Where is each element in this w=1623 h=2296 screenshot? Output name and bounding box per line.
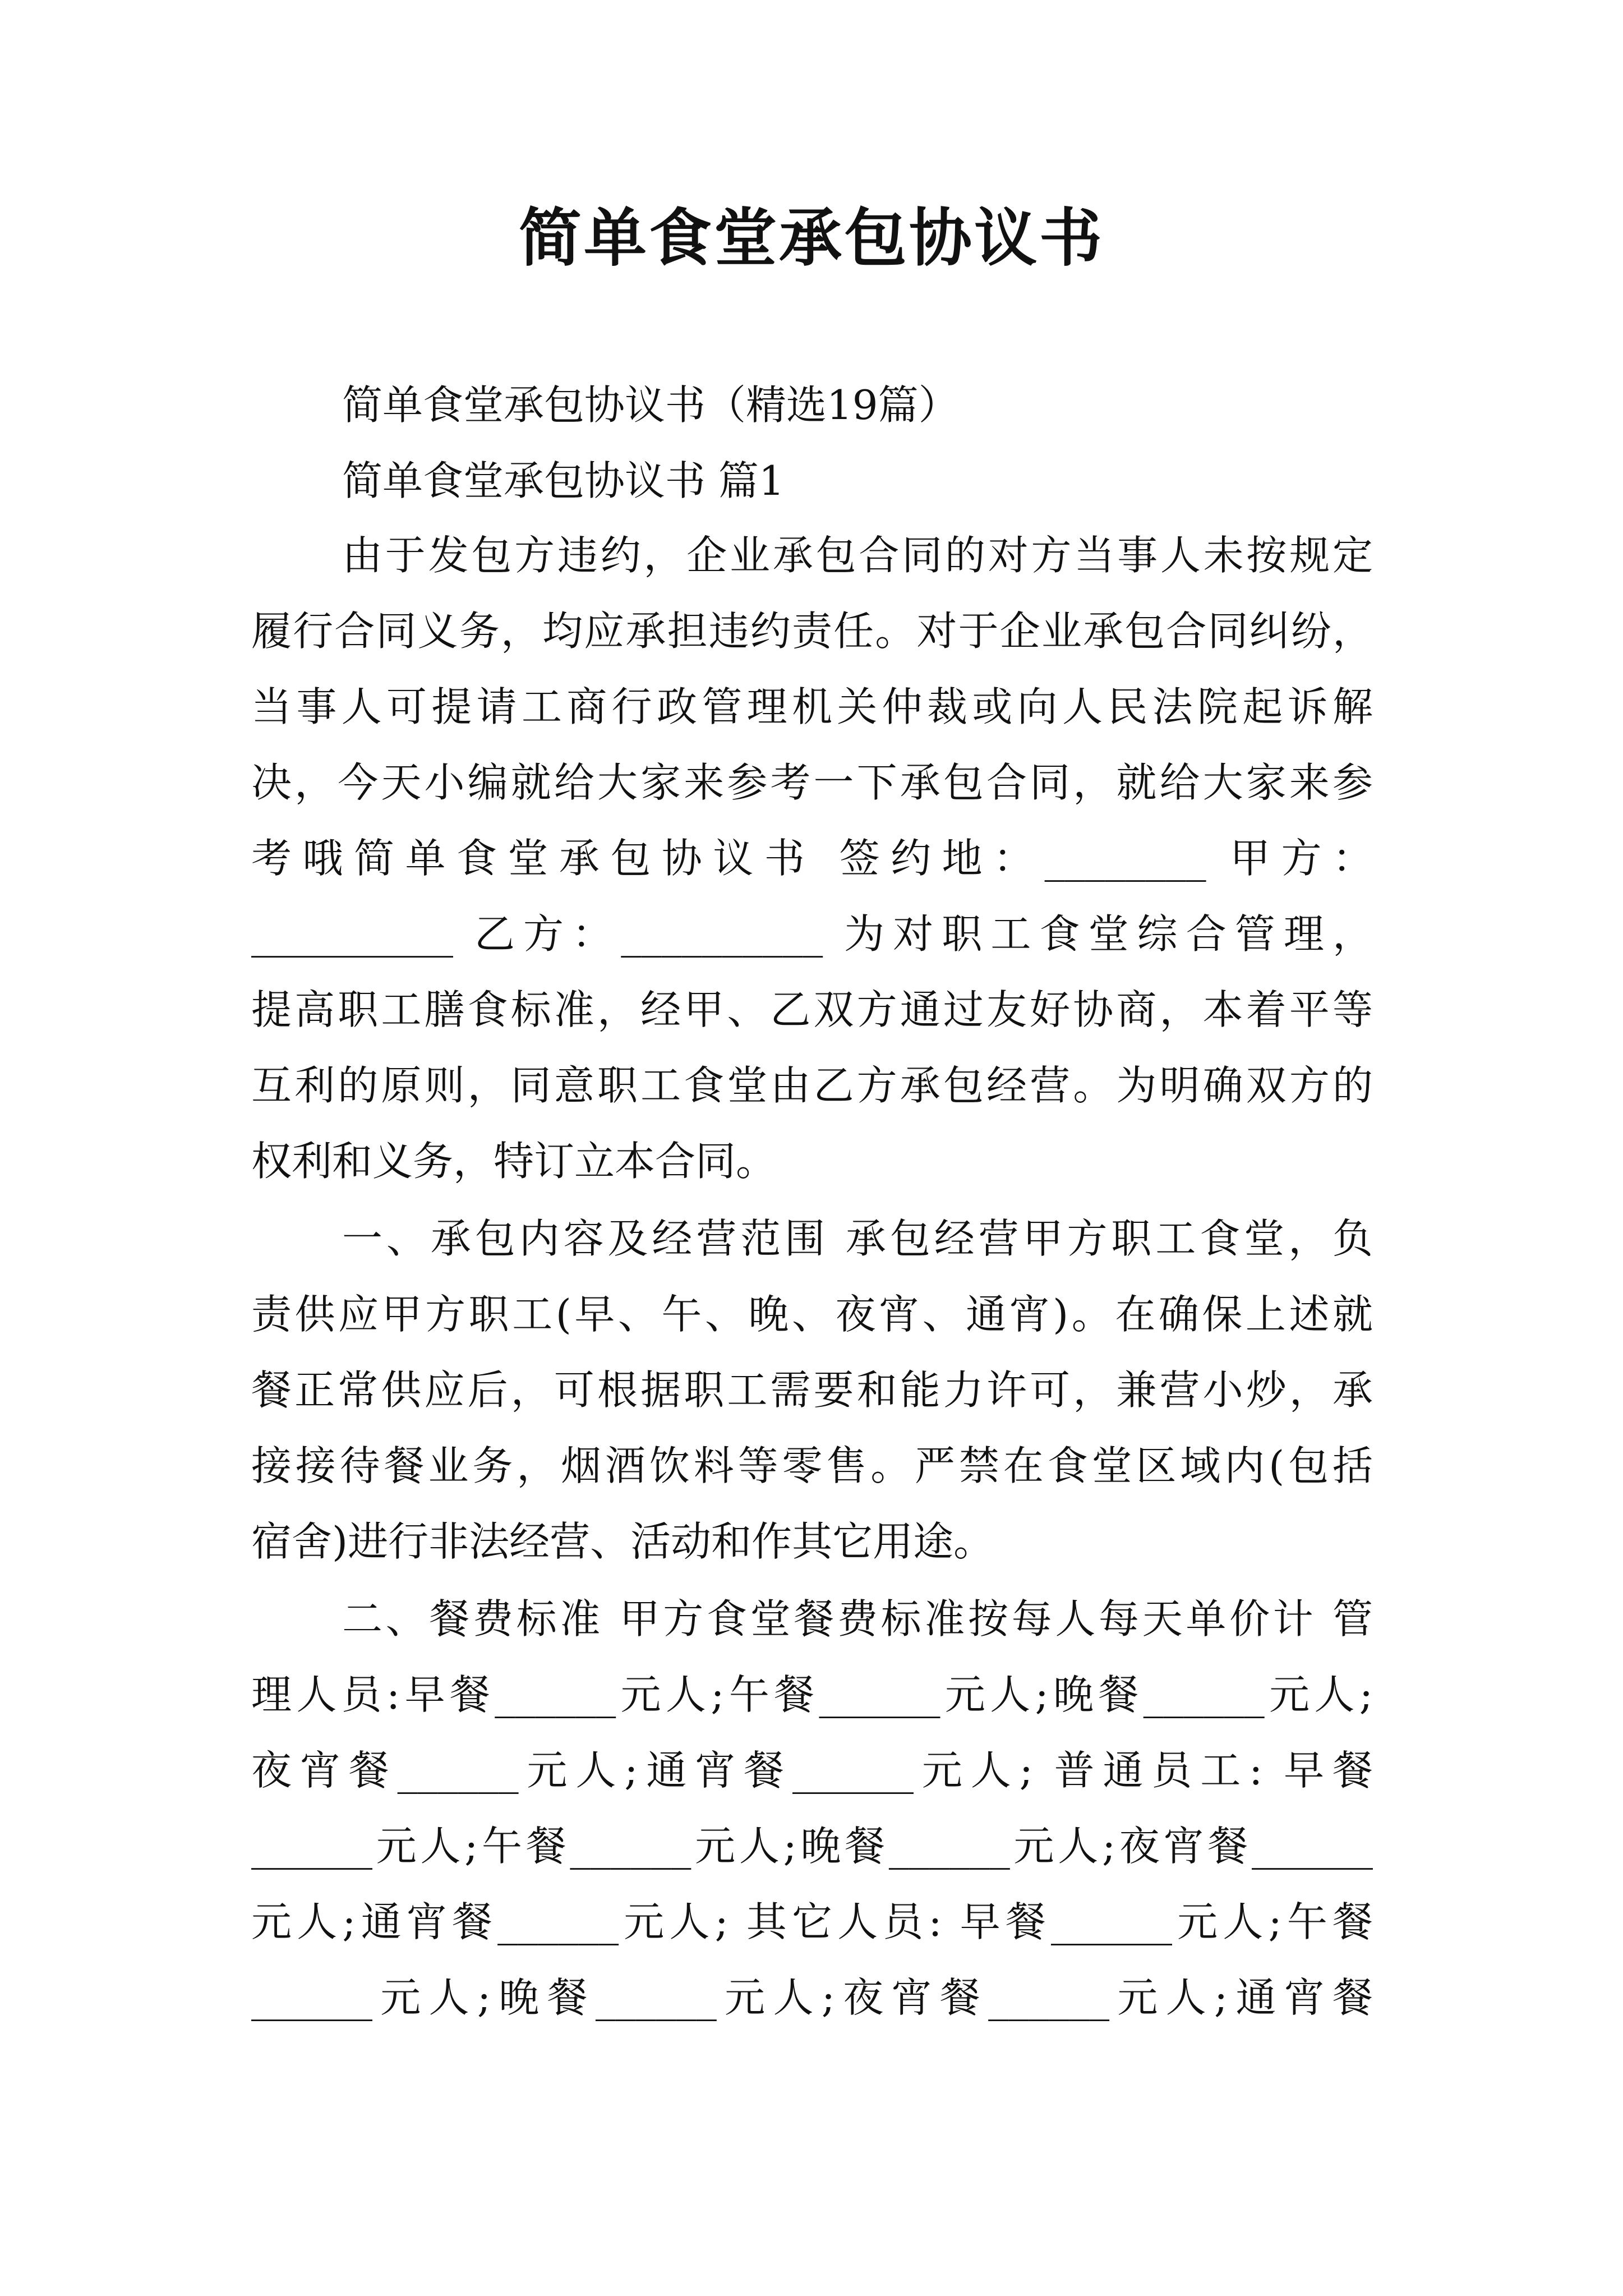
document-title: 简单食堂承包协议书	[519, 201, 1104, 275]
paragraph-line: 决，今天小编就给大家来参考一下承包合同，就给大家来参	[251, 759, 1373, 806]
subtitle-line: 简单食堂承包协议书（精选19篇）	[342, 381, 959, 429]
paragraph-line: 元人;通宵餐______元人; 其它人员: 早餐______元人;午餐	[251, 1898, 1373, 1945]
section-heading: 简单食堂承包协议书 篇1	[342, 457, 785, 504]
paragraph-line: 考哦简单食堂承包协议书 签约地：________ 甲方：	[251, 835, 1373, 882]
paragraph-line: 二、餐费标准 甲方食堂餐费标准按每人每天单价计 管	[342, 1595, 1373, 1642]
paragraph-line: 提高职工膳食标准，经甲、乙双方通过友好协商，本着平等	[251, 986, 1373, 1033]
paragraph-line: 餐正常供应后，可根据职工需要和能力许可，兼营小炒，承	[251, 1366, 1373, 1414]
paragraph-line: 履行合同义务，均应承担违约责任。对于企业承包合同纠纷，	[251, 608, 1373, 655]
paragraph-line: 宿舍)进行非法经营、活动和作其它用途。	[251, 1518, 994, 1565]
paragraph-line: 理人员:早餐______元人;午餐______元人;晚餐______元人;	[251, 1671, 1373, 1718]
paragraph-line: 权利和义务，特订立本合同。	[251, 1138, 777, 1185]
paragraph-line: 责供应甲方职工(早、午、晚、夜宵、通宵)。在确保上述就	[251, 1291, 1373, 1338]
paragraph-line: 互利的原则，同意职工食堂由乙方承包经营。为明确双方的	[251, 1062, 1373, 1109]
paragraph-line: 接接待餐业务，烟酒饮料等零售。严禁在食堂区域内(包括	[251, 1442, 1373, 1489]
paragraph-line: ______元人;晚餐______元人;夜宵餐______元人;通宵餐	[251, 1974, 1373, 2021]
paragraph-line: ______元人;午餐______元人;晚餐______元人;夜宵餐______	[251, 1823, 1373, 1870]
paragraph-line: 一、承包内容及经营范围 承包经营甲方职工食堂，负	[342, 1215, 1373, 1262]
paragraph-line: 由于发包方违约，企业承包合同的对方当事人未按规定	[342, 532, 1373, 579]
paragraph-line: 当事人可提请工商行政管理机关仲裁或向人民法院起诉解	[251, 683, 1373, 730]
paragraph-line: 夜宵餐______元人;通宵餐______元人; 普通员工: 早餐	[251, 1747, 1373, 1794]
paragraph-line: __________ 乙方：__________ 为对职工食堂综合管理，	[251, 910, 1373, 958]
